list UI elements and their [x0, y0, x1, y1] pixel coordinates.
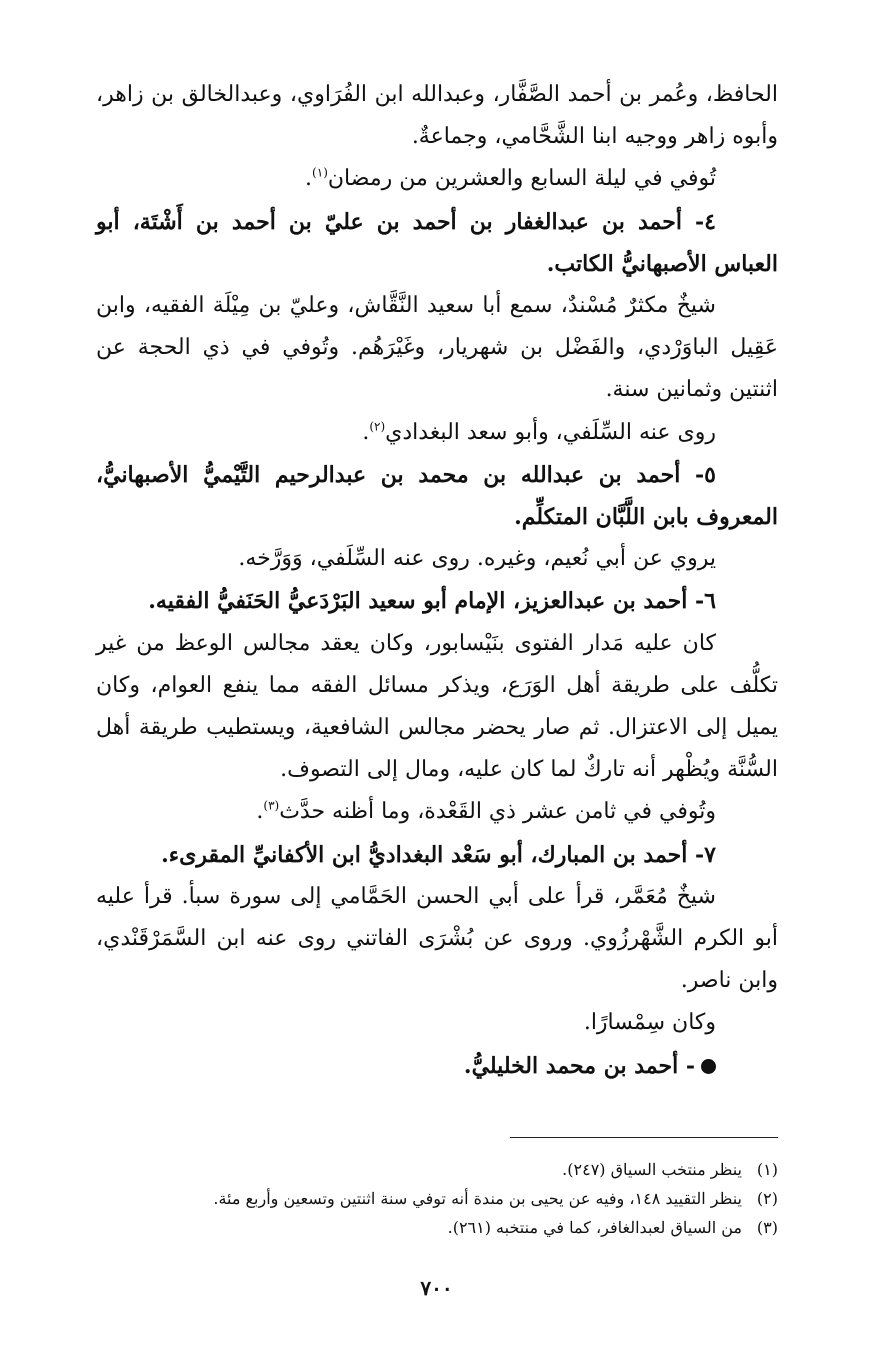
paragraph-end: .	[256, 799, 264, 825]
paragraph-end: .	[305, 166, 313, 192]
paragraph	[96, 791, 778, 833]
footnote-ref: (١)	[312, 166, 328, 181]
entry-heading-7: ٧- أحمد بن المبارك، أبو سَعْد البغداديُّ ابن الأكفانيِّ المقرىء.	[161, 841, 716, 868]
paragraph	[96, 158, 778, 200]
footnote-text: من السياق لعبدالغافر، كما في منتخبه (٢٦١).	[447, 1218, 742, 1237]
paragraph-text: وتُوفي في ثامن عشر ذي القَعْدة، وما أظنه حدَّث	[279, 799, 716, 825]
paragraph: كان عليه مَدار الفتوى بنَيْسابور، وكان يعقد مجالس الوعظ من غير تكلُّف على طريقة أهل الوَرَع، ويذكر مسائل الفقه مما ينفع العوام، وكان يميل إلى الاعتزال. ثم صار يحضر مجالس الشافعية، ويستطيب طريقة أهل السُّنَّة ويُظْهر أنه تاركٌ لما كان عليه، ومال إلى التصوف.	[96, 630, 778, 783]
entry-heading-text: - أحمد بن محمد الخليليُّ.	[463, 1052, 695, 1079]
footnote-number: (١)	[756, 1160, 778, 1179]
main-text	[96, 74, 778, 1087]
paragraph: شيخٌ مُعَمَّر، قرأ على أبي الحسن الحَمَّامي إلى سورة سبأ. قرأ عليه أبو الكرم الشَّهْرزُوي. وروى عن بُشْرَى الفاتني روى عنه ابن السَّمَرْقَنْدي، وابن ناصر.	[96, 883, 778, 994]
entry-heading-bullet	[96, 1045, 778, 1087]
footnote	[60, 1213, 778, 1242]
paragraph-text: روى عنه السِّلَفي، وأبو سعد البغدادي	[385, 419, 716, 445]
footnote-number: (٢)	[756, 1189, 778, 1208]
paragraph: وكان سِمْسارًا.	[583, 1010, 716, 1036]
paragraph: شيخٌ مكثرٌ مُسْندٌ، سمع أبا سعيد النَّقَّاش، وعليّ بن مِيْلَة الفقيه، وابن عَقِيل الباوَرْدي، والفَضْل بن شهريار، وغَيْرَهُم. وتُوفي في ذي الحجة عن اثنتين وثمانين سنة.	[96, 293, 778, 403]
footnotes	[60, 1155, 778, 1242]
entry-heading-4: ٤- أحمد بن عبدالغفار بن أحمد بن عليّ بن أحمد بن أَشْتَة، أبو العباس الأصبهانيُّ الكاتب.	[96, 208, 778, 277]
paragraph-text: تُوفي في ليلة السابع والعشرين من رمضان	[327, 166, 716, 192]
footnote-divider	[510, 1137, 778, 1138]
footnote-ref: (٢)	[369, 419, 386, 434]
footnote	[60, 1184, 778, 1213]
entry-heading-5: ٥- أحمد بن عبدالله بن محمد بن عبدالرحيم التَّيْميُّ الأصبهانيُّ، المعروف بابن اللَّبَّان المتكلِّم.	[96, 461, 778, 531]
footnote-text: ينظر التقييد ١٤٨، وفيه عن يحيى بن مندة أنه توفي سنة اثنتين وتسعين وأربع مئة.	[213, 1189, 742, 1208]
paragraph-end: .	[362, 419, 370, 445]
paragraph: يروي عن أبي نُعيم، وغيره. روى عنه السِّلَفي، وَوَرَّخه.	[238, 546, 716, 572]
bullet-icon	[701, 1059, 716, 1074]
paragraph	[96, 412, 778, 454]
footnote-number: (٣)	[756, 1218, 778, 1237]
footnote	[60, 1155, 778, 1184]
footnote-ref: (٣)	[263, 799, 280, 814]
entry-heading-6: ٦- أحمد بن عبدالعزيز، الإمام أبو سعيد البَرْدَعيُّ الحَنَفيُّ الفقيه.	[148, 588, 716, 615]
paragraph: الحافظ، وعُمر بن أحمد الصَّفَّار، وعبدالله ابن الفُرَاوي، وعبدالخالق بن زاهر، وأبوه زاهر ووجيه ابنا الشَّحَّامي، وجماعةٌ.	[96, 82, 778, 150]
footnote-text: ينظر منتخب السياق (٢٤٧).	[562, 1160, 742, 1179]
page-number: ٧٠٠	[420, 1276, 453, 1300]
